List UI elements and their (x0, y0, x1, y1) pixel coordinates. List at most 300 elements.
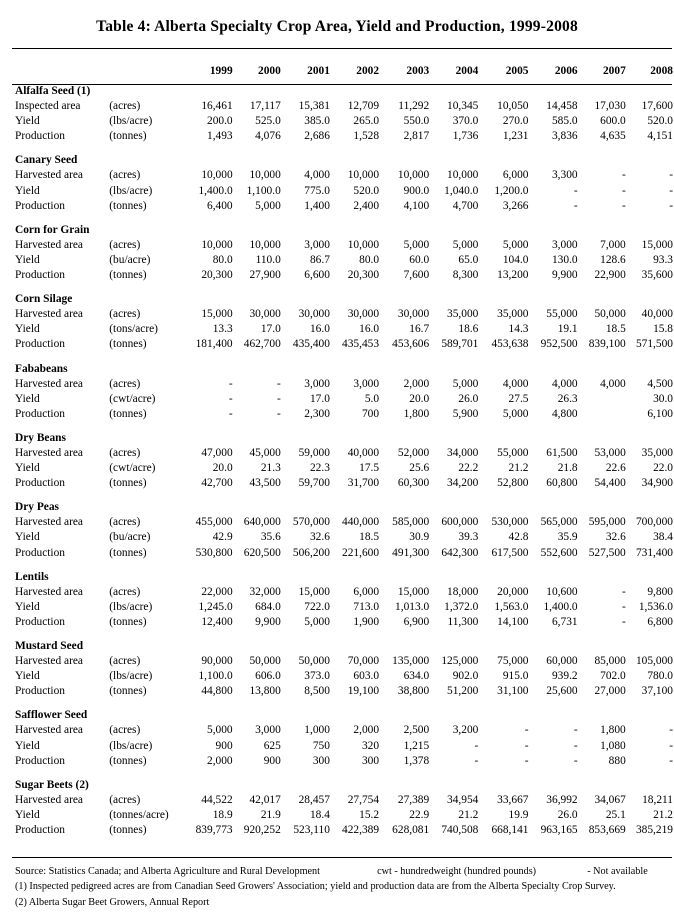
table-cell: 52,800 (497, 477, 529, 490)
table-cell: - (228, 407, 233, 420)
source-text: Source: Statistics Canada; and Alberta Agriculture and Rural Development (15, 866, 320, 877)
row-unit: (lbs/acre) (109, 115, 153, 128)
table-row (13, 723, 673, 738)
table-cell: 14.3 (508, 323, 529, 336)
table-cell: 642,300 (441, 546, 479, 559)
row-unit: (tonnes) (109, 338, 147, 351)
row-unit: (acres) (109, 308, 141, 321)
table-cell: 10,000 (347, 169, 380, 182)
table-cell: 527,500 (588, 546, 626, 559)
table-cell: 10,000 (397, 169, 430, 182)
table-cell: 4,100 (403, 199, 430, 212)
table-cell: 520.0 (353, 184, 380, 197)
table-row (13, 377, 673, 392)
table-cell: 20,300 (201, 269, 233, 282)
table-cell: 12,400 (201, 615, 233, 628)
table-cell: 6,000 (502, 169, 529, 182)
table-cell: 722.0 (304, 600, 330, 613)
table-cell: 2,000 (207, 754, 233, 767)
table-cell: 55,000 (497, 446, 529, 459)
row-unit: (tonnes) (109, 754, 147, 767)
table-cell: 59,700 (298, 477, 330, 490)
row-unit: (tonnes) (109, 269, 147, 282)
table-cell: 55,000 (546, 308, 578, 321)
table-cell (578, 392, 626, 407)
table-cell: 18.5 (605, 323, 626, 336)
table-cell: 1,528 (353, 130, 380, 143)
table-cell: 12,709 (347, 100, 380, 113)
row-unit: (acres) (109, 516, 141, 529)
row-unit: (acres) (109, 238, 141, 251)
year-header: 2008 (650, 64, 673, 77)
table-cell: 1,800 (600, 724, 626, 737)
table-cell: 13,200 (497, 269, 529, 282)
crop-name: Safflower Seed (15, 709, 88, 722)
table-cell: 7,000 (600, 238, 626, 251)
table-cell: 530,800 (195, 546, 233, 559)
table-cell: 35,600 (641, 269, 673, 282)
table-cell: 30,000 (249, 308, 281, 321)
table-cell: 80.0 (359, 253, 380, 266)
table-cell: 5.0 (364, 392, 380, 405)
table-cell: 4,000 (600, 377, 626, 390)
table-cell: 22,000 (201, 585, 233, 598)
table-cell: 13,800 (249, 685, 281, 698)
table-cell: 525.0 (255, 115, 281, 128)
row-label: Inspected area (15, 100, 81, 113)
table-cell: - (621, 199, 626, 212)
table-cell: 1,400 (304, 199, 330, 212)
table-cell: 17.0 (260, 323, 281, 336)
table-cell: 570,000 (292, 516, 330, 529)
table-cell: 4,800 (551, 407, 578, 420)
table-row (13, 307, 673, 322)
table-cell: 10,600 (546, 585, 578, 598)
table-cell: 600,000 (441, 516, 479, 529)
table-cell: 620,500 (243, 546, 281, 559)
table-cell: 26.3 (557, 392, 578, 405)
table-cell: 3,000 (304, 377, 330, 390)
table-cell: 4,000 (502, 377, 529, 390)
table-cell: 35.6 (260, 531, 281, 544)
crop-name: Canary Seed (15, 154, 78, 167)
table-cell: 9,800 (647, 585, 673, 598)
table-cell: 4,700 (452, 199, 479, 212)
table-cell: 595,000 (588, 516, 626, 529)
table-cell: 5,000 (255, 199, 281, 212)
table-cell: 6,000 (353, 585, 380, 598)
table-cell: 25,600 (546, 685, 578, 698)
table-cell: 22.9 (409, 808, 430, 821)
table-cell: 1,080 (600, 739, 626, 752)
table-cell: 43,500 (249, 477, 281, 490)
row-unit: (acres) (109, 585, 141, 598)
table-cell: 34,067 (594, 793, 626, 806)
row-unit: (tonnes/acre) (109, 808, 169, 821)
table-cell: - (228, 392, 233, 405)
row-unit: (lbs/acre) (109, 600, 153, 613)
crop-name: Dry Peas (15, 501, 59, 514)
table-cell: 775.0 (304, 184, 330, 197)
table-cell: 200.0 (207, 115, 233, 128)
table-cell: 42,700 (201, 477, 233, 490)
table-cell: 15,000 (201, 308, 233, 321)
table-row (13, 546, 673, 561)
crop-name: Corn for Grain (15, 223, 90, 236)
table-cell: 30,000 (298, 308, 330, 321)
table-cell: 16.0 (359, 323, 380, 336)
table-cell: 20.0 (212, 462, 233, 475)
table-cell: 435,453 (342, 338, 380, 351)
table-cell: 915.0 (502, 670, 529, 683)
table-row (13, 168, 673, 183)
table-cell: 70,000 (347, 655, 380, 668)
table-cell: 462,700 (243, 338, 281, 351)
table-cell: 453,638 (491, 338, 529, 351)
table-cell: 625 (263, 739, 281, 752)
table-cell: 750 (312, 739, 330, 752)
year-header: 2005 (505, 64, 529, 77)
table-cell: 300 (312, 754, 330, 767)
table-cell: 19.1 (557, 323, 578, 336)
table-cell: 128.6 (600, 253, 626, 266)
table-cell: 3,000 (255, 724, 281, 737)
table-cell: 606.0 (255, 670, 281, 683)
table-cell: 75,000 (497, 655, 529, 668)
table-cell: 93.3 (653, 253, 673, 266)
row-label: Production (15, 824, 65, 837)
crop-name: Mustard Seed (15, 640, 84, 652)
table-row (13, 600, 673, 615)
table-row (13, 515, 673, 530)
table-row (13, 446, 673, 461)
table-cell: 6,100 (647, 407, 673, 420)
table-cell: 2,500 (403, 724, 430, 737)
table-cell: 455,000 (195, 516, 233, 529)
row-unit: (tonnes) (109, 615, 147, 628)
row-label: Yield (15, 739, 40, 752)
table-cell: 21.3 (260, 462, 281, 475)
table-cell: 54,400 (594, 477, 626, 490)
year-header-row (13, 62, 673, 81)
table-cell: 15.2 (359, 808, 380, 821)
table-cell: 105,000 (635, 655, 673, 668)
row-label: Harvested area (15, 724, 83, 737)
table-cell: 506,200 (292, 546, 330, 559)
table-cell: 2,300 (304, 407, 330, 420)
table-cell: 26.0 (458, 392, 479, 405)
cwt-note: cwt - hundredweight (hundred pounds) (377, 866, 537, 877)
row-unit: (acres) (109, 655, 141, 668)
table-cell: 31,100 (497, 685, 529, 698)
row-label: Yield (15, 808, 40, 821)
row-unit: (acres) (109, 724, 141, 737)
crop-header-row (13, 289, 673, 307)
table-cell: 952,500 (540, 338, 578, 351)
table-cell: 902.0 (452, 670, 479, 683)
table-row (13, 530, 673, 545)
table-cell: 30.9 (409, 531, 430, 544)
row-label: Production (15, 407, 65, 420)
table-row (13, 669, 673, 684)
table-cell: 370.0 (452, 115, 479, 128)
table-cell: 320 (361, 739, 380, 752)
row-label: Harvested area (15, 793, 83, 806)
table-cell: - (573, 754, 578, 767)
table-cell: - (669, 169, 673, 182)
row-unit: (acres) (109, 446, 141, 459)
table-cell: 50,000 (298, 655, 330, 668)
table-cell: 17,600 (641, 100, 673, 113)
table-cell: 34,900 (641, 477, 673, 490)
table-cell: 30,000 (397, 308, 430, 321)
table-cell: 5,000 (403, 238, 430, 251)
table-cell: 25.1 (605, 808, 626, 821)
row-unit: (bu/acre) (109, 253, 151, 266)
table-cell: - (669, 184, 673, 197)
table-cell: 300 (361, 754, 380, 767)
table-cell: 740,508 (441, 824, 479, 837)
table-cell (578, 407, 626, 422)
table-cell: 550.0 (403, 115, 430, 128)
crop-header-row (13, 359, 673, 377)
table-cell: 7,600 (403, 269, 430, 282)
table-cell: 16,461 (201, 100, 233, 113)
table-cell: 20,300 (347, 269, 380, 282)
table-cell: 25.6 (409, 462, 430, 475)
table-row (13, 654, 673, 669)
table-row (13, 268, 673, 283)
table-cell: 839,773 (195, 824, 233, 837)
row-label: Harvested area (15, 238, 83, 251)
table-cell: 3,200 (452, 724, 479, 737)
table-cell: 3,000 (353, 377, 380, 390)
table-cell: 839,100 (588, 338, 626, 351)
table-cell: 1,493 (207, 130, 233, 143)
table-cell: 6,400 (207, 199, 233, 212)
table-cell: 21.2 (508, 462, 529, 475)
table-cell: 1,200.0 (494, 184, 529, 197)
table-cell: 4,151 (647, 130, 673, 143)
row-label: Harvested area (15, 516, 83, 529)
table-cell: 585,000 (392, 516, 430, 529)
table-cell: 35,000 (497, 308, 529, 321)
table-cell: 617,500 (491, 546, 529, 559)
crop-header-row (13, 636, 673, 654)
table-cell: 20.0 (409, 392, 430, 405)
footnote-1: (1) Inspected pedigreed acres are from Canadian Seed Growers' Association; yield and production data are from the Alberta Specialty Crop Survey. (15, 881, 616, 892)
table-cell: 21.8 (557, 462, 578, 475)
table-cell: 15,000 (397, 585, 430, 598)
table-cell: 27.5 (508, 392, 529, 405)
table-cell: 700 (361, 407, 380, 420)
table-cell: 1,372.0 (444, 600, 479, 613)
table-cell: 3,000 (304, 238, 330, 251)
table-row (13, 199, 673, 214)
table-row (13, 253, 673, 268)
table-cell: - (524, 724, 529, 737)
table-cell: - (276, 377, 281, 390)
row-label: Yield (15, 115, 40, 128)
table-cell: 35.9 (557, 531, 578, 544)
table-cell: 1,013.0 (395, 600, 430, 613)
table-cell: 13.3 (212, 323, 233, 336)
table-cell: 435,400 (292, 338, 330, 351)
table-cell: 42,017 (249, 793, 281, 806)
table-cell: - (621, 585, 626, 598)
crop-name: Dry Beans (15, 431, 66, 444)
table-cell: 22.0 (653, 462, 673, 475)
row-label: Harvested area (15, 377, 83, 390)
year-header: 2002 (356, 64, 380, 77)
table-cell: 668,141 (491, 824, 529, 837)
table-cell: 35,000 (447, 308, 479, 321)
row-unit: (tonnes) (109, 407, 147, 420)
table-cell: 10,000 (201, 169, 233, 182)
table-cell: 1,563.0 (494, 600, 529, 613)
table-cell: 18,211 (642, 793, 673, 806)
table-cell: 33,667 (497, 793, 529, 806)
table-cell: 34,954 (447, 793, 479, 806)
table-cell: 32.6 (309, 531, 330, 544)
row-unit: (tonnes) (109, 546, 147, 559)
table-cell: 59,000 (298, 446, 330, 459)
table-cell: 60.0 (409, 253, 430, 266)
table-cell: 18.6 (458, 323, 479, 336)
table-cell: 10,345 (447, 100, 479, 113)
row-label: Yield (15, 600, 40, 613)
row-unit: (cwt/acre) (109, 462, 156, 475)
row-label: Yield (15, 184, 40, 197)
table-cell: 265.0 (353, 115, 380, 128)
table-cell: 22.6 (605, 462, 626, 475)
row-label: Production (15, 130, 65, 143)
table-row (13, 808, 673, 823)
table-cell: 1,040.0 (444, 184, 479, 197)
year-header: 2000 (258, 64, 281, 77)
table-cell: 19,100 (347, 685, 380, 698)
table-cell: 6,800 (647, 615, 673, 628)
table-row (13, 114, 673, 129)
table-cell: - (573, 724, 578, 737)
crop-header-row (13, 428, 673, 446)
table-cell: 14,458 (546, 100, 578, 113)
crop-name: Sugar Beets (2) (15, 778, 89, 791)
table-cell: 780.0 (647, 670, 673, 683)
table-cell: 491,300 (392, 546, 430, 559)
table-cell: 453,606 (392, 338, 430, 351)
table-cell: 52,000 (397, 446, 430, 459)
table-cell: 2,000 (403, 377, 430, 390)
year-header: 1999 (209, 64, 233, 77)
table-cell: 181,400 (195, 338, 233, 351)
table-cell: 4,000 (304, 169, 330, 182)
table-cell: 6,900 (403, 615, 430, 628)
table-cell: 270.0 (502, 115, 529, 128)
year-header: 2001 (307, 64, 330, 77)
table-cell: - (276, 392, 281, 405)
table-row (13, 337, 673, 352)
row-label: Production (15, 477, 65, 490)
row-unit: (acres) (109, 169, 141, 182)
table-cell: 18.5 (359, 531, 380, 544)
table-cell: 10,000 (347, 238, 380, 251)
table-cell: 571,500 (635, 338, 673, 351)
table-cell: 565,000 (540, 516, 578, 529)
table-row (13, 238, 673, 253)
table-cell: 10,050 (497, 100, 529, 113)
table-cell: 10,000 (201, 238, 233, 251)
table-cell: 5,000 (452, 377, 479, 390)
table-cell: 5,900 (452, 407, 479, 420)
table-cell: 1,215 (403, 739, 430, 752)
row-unit: (acres) (109, 377, 141, 390)
table-cell: 34,000 (447, 446, 479, 459)
table-cell: 15,000 (641, 238, 673, 251)
table-cell: 65.0 (458, 253, 479, 266)
table-cell: 51,200 (447, 685, 479, 698)
table-cell: 47,000 (201, 446, 233, 459)
table-cell: 85,000 (594, 655, 626, 668)
table-row (13, 793, 673, 808)
table-row (13, 392, 673, 407)
row-unit: (tons/acre) (109, 323, 158, 336)
table-cell: 702.0 (600, 670, 626, 683)
table-cell: - (573, 184, 578, 197)
row-unit: (tonnes) (109, 824, 147, 837)
table-cell: 17,117 (249, 100, 281, 113)
table-cell: - (228, 377, 233, 390)
row-label: Production (15, 615, 65, 628)
table-row (13, 99, 673, 114)
crop-name: Lentils (15, 570, 49, 583)
table-cell: 700,000 (635, 516, 673, 529)
table-cell: 50,000 (594, 308, 626, 321)
table-cell: 15,000 (298, 585, 330, 598)
table-cell: - (621, 169, 626, 182)
table-cell: 14,100 (497, 615, 529, 628)
crop-header-row (13, 705, 673, 723)
table-cell: 53,000 (594, 446, 626, 459)
row-label: Yield (15, 323, 40, 336)
table-cell: 1,231 (502, 130, 529, 143)
row-unit: (acres) (109, 100, 141, 113)
table-cell: 30,000 (347, 308, 380, 321)
row-label: Yield (15, 392, 40, 405)
table-cell: 37,100 (641, 685, 673, 698)
row-unit: (lbs/acre) (109, 739, 153, 752)
table-cell: 16.7 (409, 323, 430, 336)
table-cell: 60,800 (546, 477, 578, 490)
table-cell: 27,900 (249, 269, 281, 282)
year-header: 2004 (455, 64, 479, 77)
table-cell: 39.3 (458, 531, 479, 544)
table-cell: 18,000 (447, 585, 479, 598)
table-cell: 1,100.0 (246, 184, 281, 197)
row-label: Yield (15, 253, 40, 266)
table-cell: 2,000 (353, 724, 380, 737)
table-cell: 125,000 (441, 655, 479, 668)
table-cell: 22,900 (594, 269, 626, 282)
table-cell: 920,252 (243, 824, 281, 837)
table-cell: 61,500 (546, 446, 578, 459)
table-cell: 42.8 (508, 531, 529, 544)
table-cell: 1,536.0 (638, 600, 673, 613)
table-cell: 31,700 (347, 477, 380, 490)
table-cell: - (669, 754, 673, 767)
table-cell: - (621, 600, 626, 613)
table-row (13, 754, 673, 769)
